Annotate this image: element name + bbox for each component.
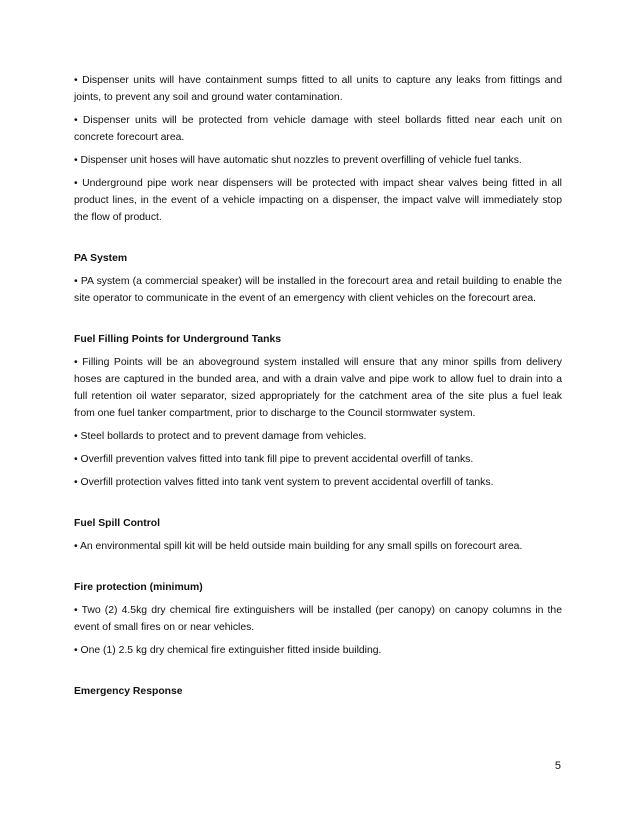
section-item: • PA system (a commercial speaker) will be installed in the forecourt area and retail building to enable the site operator to communicate in the event of an emergency with client vehicles on the forecourt area.: [74, 276, 562, 304]
page-number: 5: [554, 760, 561, 772]
section-heading: Emergency Response: [74, 686, 183, 697]
section-item: • Overfill protection valves fitted into tank vent system to prevent accidental overfill of tanks.: [74, 477, 494, 488]
section-fuel-spill-control: [74, 515, 562, 555]
section-fuel-filling-points: [74, 331, 562, 491]
section-item: • Steel bollards to protect and to prevent damage from vehicles.: [74, 431, 367, 442]
section-item: • An environmental spill kit will be held outside main building for any small spills on forecourt area.: [74, 541, 523, 552]
section-heading: Fire protection (minimum): [74, 582, 203, 593]
section-item: • Overfill prevention valves fitted into tank fill pipe to prevent accidental overfill of tanks.: [74, 454, 474, 465]
section-emergency-response: [74, 683, 562, 700]
section-item: • Filling Points will be an aboveground system installed will ensure that any minor spills from delivery hoses are captured in the bunded area, and with a drain valve and pipe work to allow fuel to drain into a full retention oil water separator, sized appropriately for the catchment area of the site plus a fuel leak from one fuel tanker compartment, prior to discharge to the Council stormwater system.: [74, 357, 562, 419]
intro-item-impact-shear-valves: • Underground pipe work near dispensers will be protected with impact shear valves being fitted in all product lines, in the event of a vehicle impacting on a dispenser, the impact valve will immediately stop the flow of product.: [74, 178, 562, 223]
intro-item-auto-shut-nozzles: • Dispenser unit hoses will have automatic shut nozzles to prevent overfilling of vehicle fuel tanks.: [74, 155, 522, 166]
section-heading: PA System: [74, 253, 128, 264]
section-item: • One (1) 2.5 kg dry chemical fire extinguisher fitted inside building.: [74, 645, 382, 656]
intro-item-steel-bollards: • Dispenser units will be protected from vehicle damage with steel bollards fitted near each unit on concrete forecourt area.: [74, 115, 562, 143]
document-page: [74, 72, 562, 706]
section-pa-system: [74, 250, 562, 307]
section-heading: Fuel Filling Points for Underground Tanks: [74, 334, 282, 345]
intro-item-dispenser-sumps: • Dispenser units will have containment sumps fitted to all units to capture any leaks from fittings and joints, to prevent any soil and ground water contamination.: [74, 75, 562, 103]
intro-list: [74, 72, 562, 226]
section-heading: Fuel Spill Control: [74, 518, 161, 529]
section-item: • Two (2) 4.5kg dry chemical fire extinguishers will be installed (per canopy) on canopy columns in the event of small fires on or near vehicles.: [74, 605, 562, 633]
section-fire-protection: [74, 579, 562, 659]
